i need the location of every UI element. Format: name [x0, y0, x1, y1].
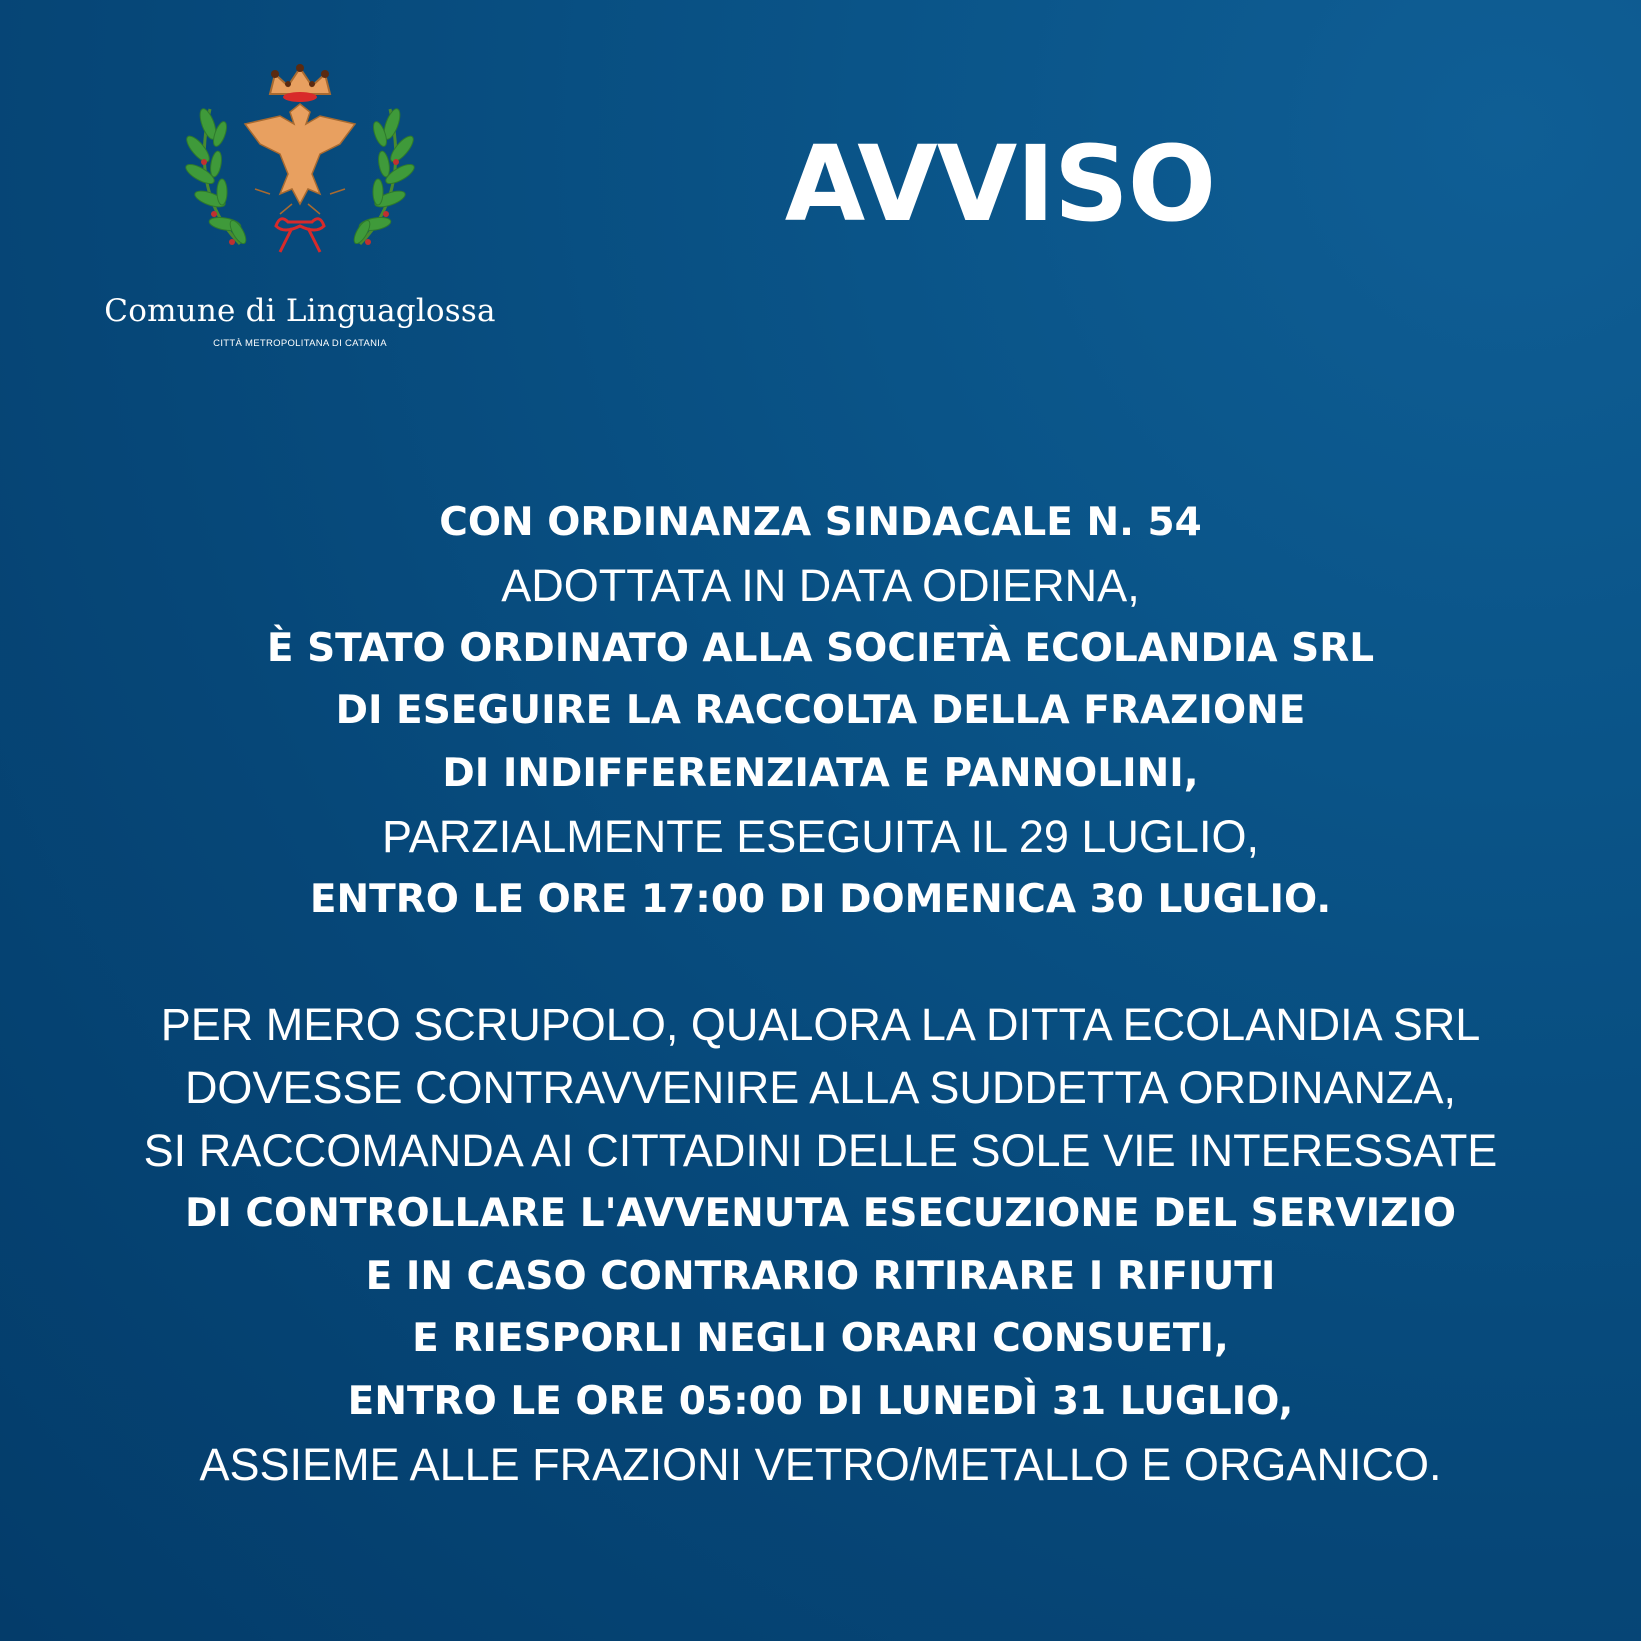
- comune-name: Comune di Linguaglossa: [104, 293, 496, 329]
- notice-line: E RIESPORLI NEGLI ORARI CONSUETI,: [412, 1316, 1229, 1362]
- notice-line: È STATO ORDINATO ALLA SOCIETÀ ECOLANDIA SRL: [266, 625, 1375, 671]
- paragraph-spacer: [40, 932, 1601, 995]
- notice-body: [40, 492, 1601, 1497]
- notice-line: CON ORDINANZA SINDACALE N. 54: [439, 500, 1202, 545]
- notice-line: DOVESSE CONTRAVVENIRE ALLA SUDDETTA ORDINANZA,: [184, 1062, 1457, 1114]
- notice-line: DI INDIFFERENZIATA E PANNOLINI,: [442, 751, 1199, 797]
- eagle-icon: [245, 104, 355, 214]
- notice-line: SI RACCOMANDA AI CITTADINI DELLE SOLE VIE INTERESSATE: [143, 1124, 1498, 1176]
- notice-line: DI CONTROLLARE L'AVVENUTA ESECUZIONE DEL SERVIZIO: [184, 1190, 1457, 1236]
- notice-line: E IN CASO CONTRARIO RITIRARE I RIFIUTI: [365, 1253, 1276, 1299]
- notice-line: ENTRO LE ORE 17:00 DI DOMENICA 30 LUGLIO.: [309, 876, 1332, 922]
- notice-line: ADOTTATA IN DATA ODIERNA,: [501, 559, 1140, 611]
- notice-line: ASSIEME ALLE FRAZIONI VETRO/METALLO E ORGANICO.: [199, 1438, 1442, 1490]
- notice-line: PER MERO SCRUPOLO, QUALORA LA DITTA ECOLANDIA SRL: [160, 999, 1481, 1051]
- notice-line: PARZIALMENTE ESEGUITA IL 29 LUGLIO,: [382, 810, 1259, 862]
- notice-paragraph-2: [40, 994, 1601, 1496]
- comune-subtitle: CITTÀ METROPOLITANA DI CATANIA: [213, 338, 387, 349]
- laurel-right-icon: [351, 107, 417, 246]
- notice-title: AVVISO: [784, 123, 1216, 245]
- notice-paragraph-1: [40, 492, 1601, 932]
- ribbon-icon: [276, 219, 324, 252]
- coat-of-arms-logo: [180, 64, 420, 274]
- crown-icon: [270, 64, 330, 102]
- laurel-left-icon: [183, 107, 249, 246]
- notice-line: DI ESEGUIRE LA RACCOLTA DELLA FRAZIONE: [335, 688, 1306, 734]
- notice-line: ENTRO LE ORE 05:00 DI LUNEDÌ 31 LUGLIO,: [347, 1379, 1294, 1425]
